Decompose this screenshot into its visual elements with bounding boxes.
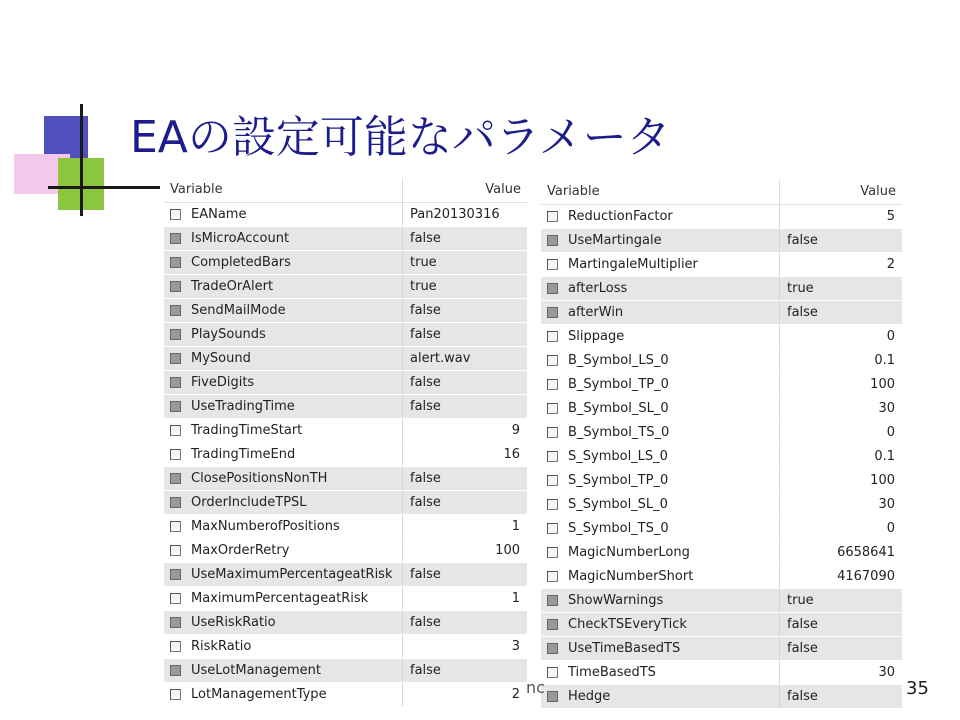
row-checkbox[interactable] — [170, 593, 181, 604]
table-row[interactable] — [541, 301, 902, 325]
row-checkbox[interactable] — [170, 449, 181, 460]
variable-name: EAName — [191, 207, 247, 222]
value-cell[interactable]: 30 — [878, 401, 895, 416]
decor-horizontal-line — [48, 186, 160, 189]
variable-cell — [164, 299, 403, 322]
variable-cell — [164, 251, 403, 274]
value-cell[interactable]: false — [410, 375, 441, 390]
variable-cell — [164, 611, 403, 634]
variable-cell — [541, 373, 780, 396]
variable-name: S_Symbol_TS_0 — [568, 521, 669, 536]
value-cell[interactable]: alert.wav — [410, 351, 471, 366]
variable-name: MaximumPercentageatRisk — [191, 591, 369, 606]
value-cell[interactable]: 100 — [870, 377, 895, 392]
table-header — [164, 178, 527, 203]
variable-cell — [541, 469, 780, 492]
variable-cell — [541, 541, 780, 564]
table-row[interactable] — [541, 589, 902, 613]
value-cell[interactable]: false — [410, 495, 441, 510]
value-cell[interactable]: false — [410, 567, 441, 582]
table-row[interactable] — [164, 371, 527, 395]
variable-name: TimeBasedTS — [568, 665, 656, 680]
variable-name: afterWin — [568, 305, 624, 320]
row-checkbox[interactable] — [170, 545, 181, 556]
value-cell[interactable]: false — [410, 327, 441, 342]
table-row[interactable] — [164, 443, 527, 467]
value-cell[interactable]: true — [787, 281, 814, 296]
value-cell[interactable]: true — [410, 255, 437, 270]
table-row[interactable] — [541, 517, 902, 541]
value-cell[interactable]: false — [787, 233, 818, 248]
table-row[interactable] — [164, 395, 527, 419]
table-row[interactable] — [541, 445, 902, 469]
value-cell[interactable]: 9 — [511, 423, 520, 438]
variable-name: MagicNumberShort — [568, 569, 694, 584]
row-checkbox[interactable] — [547, 475, 558, 486]
row-checkbox[interactable] — [547, 403, 558, 414]
variable-name: CompletedBars — [191, 255, 291, 270]
value-cell[interactable]: true — [410, 279, 437, 294]
variable-cell — [541, 421, 780, 444]
row-checkbox[interactable] — [547, 307, 558, 318]
value-cell[interactable]: false — [787, 305, 818, 320]
variable-name: SendMailMode — [191, 303, 286, 318]
row-checkbox[interactable] — [547, 283, 558, 294]
row-checkbox[interactable] — [170, 617, 181, 628]
row-checkbox[interactable] — [547, 667, 558, 678]
table-row[interactable] — [541, 205, 902, 229]
row-checkbox[interactable] — [170, 569, 181, 580]
variable-cell — [164, 323, 403, 346]
variable-name: B_Symbol_TS_0 — [568, 425, 670, 440]
value-cell[interactable]: false — [410, 663, 441, 678]
value-cell[interactable]: 4167090 — [837, 569, 895, 584]
row-checkbox[interactable] — [547, 523, 558, 534]
variable-cell — [164, 635, 403, 658]
variable-name: Slippage — [568, 329, 625, 344]
table-row[interactable] — [164, 683, 527, 707]
value-cell[interactable]: 100 — [870, 473, 895, 488]
variable-name: RiskRatio — [191, 639, 252, 654]
variable-column-header[interactable]: Variable — [541, 180, 780, 204]
footer-text-fragment: nc — [526, 678, 545, 697]
value-cell[interactable]: 16 — [503, 447, 520, 462]
variable-cell — [541, 253, 780, 276]
table-row[interactable] — [164, 515, 527, 539]
variable-name: B_Symbol_TP_0 — [568, 377, 669, 392]
value-column-header[interactable]: Value — [860, 184, 896, 199]
row-checkbox[interactable] — [547, 331, 558, 342]
table-row[interactable] — [164, 419, 527, 443]
variable-cell — [541, 325, 780, 348]
value-cell[interactable]: 100 — [495, 543, 520, 558]
row-checkbox[interactable] — [170, 233, 181, 244]
table-row[interactable] — [164, 203, 527, 227]
value-cell[interactable]: 30 — [878, 497, 895, 512]
table-row[interactable] — [541, 229, 902, 253]
row-checkbox[interactable] — [170, 425, 181, 436]
variable-cell — [541, 397, 780, 420]
table-row[interactable] — [541, 685, 902, 709]
row-checkbox[interactable] — [170, 497, 181, 508]
table-row[interactable] — [541, 493, 902, 517]
variable-name: MagicNumberLong — [568, 545, 690, 560]
table-row[interactable] — [164, 227, 527, 251]
row-checkbox[interactable] — [170, 329, 181, 340]
table-row[interactable] — [164, 347, 527, 371]
variable-cell — [164, 539, 403, 562]
table-row[interactable] — [541, 541, 902, 565]
value-cell[interactable]: false — [787, 641, 818, 656]
variable-name: ClosePositionsNonTH — [191, 471, 328, 486]
table-row[interactable] — [164, 611, 527, 635]
variable-name: UseRiskRatio — [191, 615, 276, 630]
value-cell[interactable]: false — [410, 231, 441, 246]
table-row[interactable] — [541, 325, 902, 349]
table-row[interactable] — [541, 397, 902, 421]
variable-cell — [541, 685, 780, 708]
row-checkbox[interactable] — [547, 619, 558, 630]
value-cell[interactable]: 5 — [886, 209, 895, 224]
value-cell[interactable]: 0 — [886, 521, 895, 536]
table-row[interactable] — [541, 613, 902, 637]
value-cell[interactable]: 30 — [878, 665, 895, 680]
variable-cell — [541, 589, 780, 612]
row-checkbox[interactable] — [170, 521, 181, 532]
variable-name: ShowWarnings — [568, 593, 664, 608]
table-row[interactable] — [164, 539, 527, 563]
row-checkbox[interactable] — [547, 427, 558, 438]
variable-cell — [541, 229, 780, 252]
variable-name: OrderIncludeTPSL — [191, 495, 307, 510]
table-row[interactable] — [164, 563, 527, 587]
variable-cell — [164, 443, 403, 466]
value-cell[interactable]: 0 — [886, 329, 895, 344]
value-cell[interactable]: false — [787, 617, 818, 632]
variable-name: IsMicroAccount — [191, 231, 290, 246]
table-row[interactable] — [541, 661, 902, 685]
row-checkbox[interactable] — [170, 257, 181, 268]
variable-name: UseTradingTime — [191, 399, 295, 414]
variable-name: PlaySounds — [191, 327, 266, 342]
row-checkbox[interactable] — [547, 211, 558, 222]
row-checkbox[interactable] — [170, 641, 181, 652]
table-row[interactable] — [541, 373, 902, 397]
table-row[interactable] — [541, 349, 902, 373]
variable-name: UseTimeBasedTS — [568, 641, 681, 656]
value-cell[interactable]: 1 — [511, 519, 520, 534]
row-checkbox[interactable] — [170, 377, 181, 388]
row-checkbox[interactable] — [547, 571, 558, 582]
row-checkbox[interactable] — [170, 281, 181, 292]
decor-vertical-line — [80, 104, 83, 216]
variable-cell — [164, 347, 403, 370]
row-checkbox[interactable] — [170, 665, 181, 676]
variable-cell — [541, 517, 780, 540]
table-row[interactable] — [164, 251, 527, 275]
value-cell[interactable]: true — [787, 593, 814, 608]
variable-cell — [164, 275, 403, 298]
value-cell[interactable]: false — [787, 689, 818, 704]
variable-name: LotManagementType — [191, 687, 327, 702]
table-row[interactable] — [164, 299, 527, 323]
variable-name: S_Symbol_TP_0 — [568, 473, 669, 488]
row-checkbox[interactable] — [547, 379, 558, 390]
value-column-header[interactable]: Value — [485, 182, 521, 197]
slide-title: EAの設定可能なパラメータ — [130, 112, 671, 163]
table-row[interactable] — [541, 469, 902, 493]
table-header — [541, 180, 902, 205]
row-checkbox[interactable] — [547, 595, 558, 606]
variable-name: TradeOrAlert — [191, 279, 274, 294]
variable-cell — [164, 419, 403, 442]
table-row[interactable] — [164, 587, 527, 611]
variable-cell — [164, 227, 403, 250]
row-checkbox[interactable] — [547, 259, 558, 270]
variable-cell — [164, 587, 403, 610]
variable-name: S_Symbol_LS_0 — [568, 449, 668, 464]
row-checkbox[interactable] — [170, 353, 181, 364]
variable-cell — [164, 515, 403, 538]
table-row[interactable] — [541, 637, 902, 661]
row-checkbox[interactable] — [547, 235, 558, 246]
variable-name: B_Symbol_SL_0 — [568, 401, 669, 416]
variable-column-header[interactable]: Variable — [164, 178, 403, 202]
value-cell[interactable]: 2 — [886, 257, 895, 272]
variable-cell — [164, 491, 403, 514]
row-checkbox[interactable] — [170, 209, 181, 220]
variable-name: B_Symbol_LS_0 — [568, 353, 669, 368]
row-checkbox[interactable] — [547, 643, 558, 654]
table-row[interactable] — [164, 491, 527, 515]
variable-cell — [164, 563, 403, 586]
variable-name: MaxOrderRetry — [191, 543, 290, 558]
variable-name: Hedge — [568, 689, 611, 704]
variable-cell — [164, 395, 403, 418]
variable-cell — [541, 445, 780, 468]
table-row[interactable] — [541, 253, 902, 277]
value-cell[interactable]: 3 — [511, 639, 520, 654]
variable-cell — [541, 637, 780, 660]
variable-cell — [541, 661, 780, 684]
variable-name: UseMaximumPercentageatRisk — [191, 567, 393, 582]
value-cell[interactable]: 0 — [886, 425, 895, 440]
variable-name: FiveDigits — [191, 375, 255, 390]
variable-name: CheckTSEveryTick — [568, 617, 687, 632]
value-cell[interactable]: false — [410, 303, 441, 318]
row-checkbox[interactable] — [170, 401, 181, 412]
variable-name: MaxNumberofPositions — [191, 519, 340, 534]
variable-cell — [164, 683, 403, 706]
page-number: 35 — [906, 678, 929, 699]
table-row[interactable] — [541, 421, 902, 445]
variable-cell — [541, 565, 780, 588]
variable-cell — [164, 371, 403, 394]
table-row[interactable] — [541, 565, 902, 589]
variable-name: S_Symbol_SL_0 — [568, 497, 668, 512]
variable-name: afterLoss — [568, 281, 628, 296]
value-cell[interactable]: 1 — [511, 591, 520, 606]
variable-cell — [541, 613, 780, 636]
variable-cell — [541, 349, 780, 372]
variable-cell — [541, 277, 780, 300]
row-checkbox[interactable] — [170, 305, 181, 316]
value-cell[interactable]: 0.1 — [874, 449, 895, 464]
value-cell[interactable]: Pan20130316 — [410, 207, 500, 222]
value-cell[interactable]: 2 — [511, 687, 520, 702]
row-checkbox[interactable] — [547, 355, 558, 366]
value-cell[interactable]: 0.1 — [874, 353, 895, 368]
variable-cell — [541, 301, 780, 324]
value-cell[interactable]: false — [410, 615, 441, 630]
variable-name: MartingaleMultiplier — [568, 257, 698, 272]
row-checkbox[interactable] — [547, 691, 558, 702]
variable-cell — [164, 467, 403, 490]
table-row[interactable] — [164, 659, 527, 683]
variable-cell — [164, 203, 403, 226]
row-checkbox[interactable] — [547, 547, 558, 558]
table-row[interactable] — [164, 635, 527, 659]
row-checkbox[interactable] — [547, 451, 558, 462]
value-cell[interactable]: false — [410, 399, 441, 414]
parameter-table-left — [164, 178, 527, 707]
table-row[interactable] — [164, 323, 527, 347]
table-row[interactable] — [164, 467, 527, 491]
variable-name: MySound — [191, 351, 251, 366]
row-checkbox[interactable] — [170, 473, 181, 484]
value-cell[interactable]: false — [410, 471, 441, 486]
table-row[interactable] — [541, 277, 902, 301]
variable-name: TradingTimeEnd — [191, 447, 296, 462]
variable-name: UseLotManagement — [191, 663, 321, 678]
row-checkbox[interactable] — [170, 689, 181, 700]
variable-name: UseMartingale — [568, 233, 662, 248]
table-body — [164, 203, 527, 707]
variable-cell — [541, 493, 780, 516]
table-body — [541, 205, 902, 709]
variable-cell — [164, 659, 403, 682]
value-cell[interactable]: 6658641 — [837, 545, 895, 560]
variable-name: TradingTimeStart — [191, 423, 303, 438]
variable-cell — [541, 205, 780, 228]
table-row[interactable] — [164, 275, 527, 299]
variable-name: ReductionFactor — [568, 209, 673, 224]
row-checkbox[interactable] — [547, 499, 558, 510]
parameter-table-right — [541, 180, 902, 709]
